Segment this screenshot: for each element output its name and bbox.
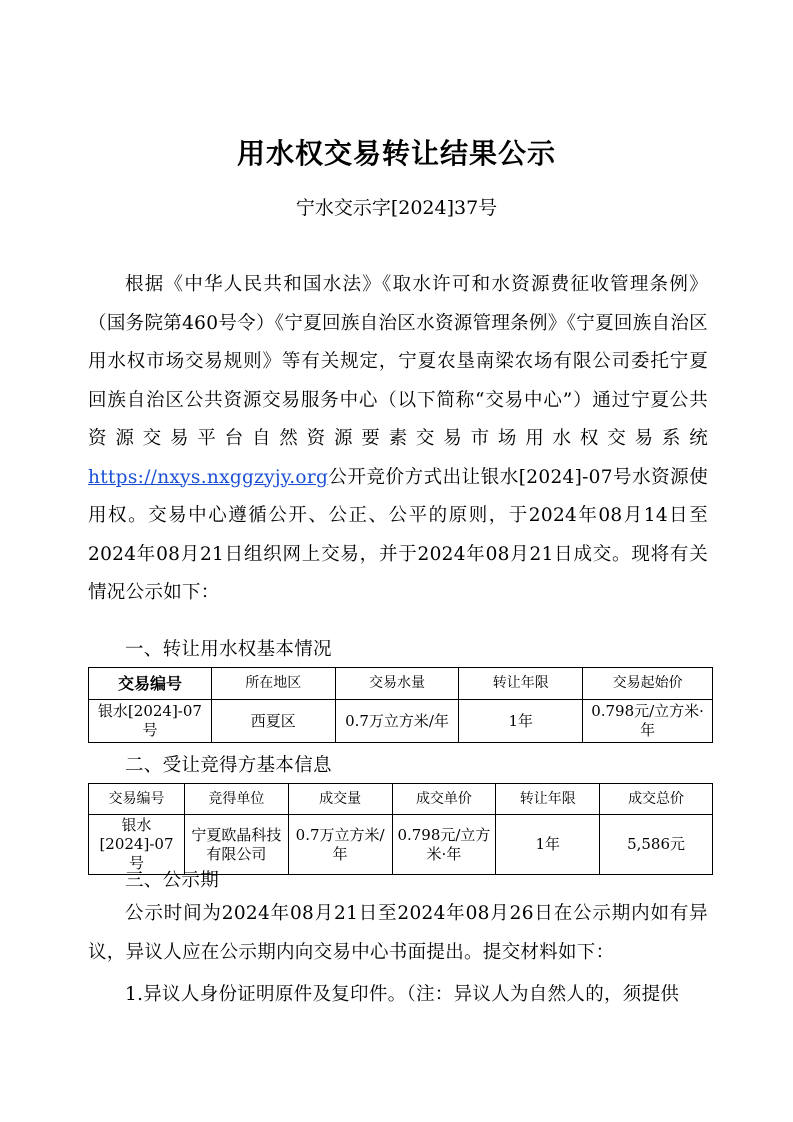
table-header-row bbox=[89, 784, 713, 815]
document-number: 宁水交示字[2024]37号 bbox=[295, 197, 498, 219]
trading-system-link[interactable]: https://nxys.nxggzyjy.org bbox=[88, 466, 329, 488]
intro-paragraph bbox=[88, 266, 708, 613]
table-header-cell: 成交量 bbox=[288, 784, 392, 815]
table-cell: 5,586元 bbox=[600, 815, 713, 875]
table-cell: 0.7万立方米/年 bbox=[335, 700, 459, 743]
table-cell: 宁夏欧晶科技有限公司 bbox=[184, 815, 288, 875]
table-header-cell: 交易水量 bbox=[335, 668, 459, 700]
table-header-cell: 转让年限 bbox=[496, 784, 600, 815]
winner-info-table bbox=[88, 783, 713, 875]
table-header-cell: 交易编号 bbox=[89, 784, 185, 815]
table-header-cell: 交易起始价 bbox=[583, 668, 713, 700]
table-cell: 银水[2024]-07号 bbox=[89, 815, 185, 875]
table-header-cell: 竞得单位 bbox=[184, 784, 288, 815]
table-header-cell: 成交总价 bbox=[600, 784, 713, 815]
table-row bbox=[89, 700, 713, 743]
table-header-cell: 转让年限 bbox=[459, 668, 583, 700]
table-cell: 0.7万立方米/年 bbox=[288, 815, 392, 875]
intro-text-part2: 公开竞价方式出让银水[2024]-07号水资源使用权。交易中心遵循公开、公正、公平的原则，于2024年08月14日至2024年08月21日组织网上交易，并于2024年08月21日成交。现将有关情况公示如下： bbox=[88, 466, 708, 603]
table-header-row bbox=[89, 668, 713, 700]
table-cell: 1年 bbox=[496, 815, 600, 875]
table-header-cell: 成交单价 bbox=[392, 784, 496, 815]
table-cell: 银水[2024]-07号 bbox=[89, 700, 212, 743]
table-cell: 0.798元/立方米·年 bbox=[583, 700, 713, 743]
section3-heading: 三、公示期 bbox=[125, 870, 220, 891]
list-item: 1.异议人身份证明原件及复印件。（注：异议人为自然人的，须提供 bbox=[125, 984, 680, 1005]
table-cell: 1年 bbox=[459, 700, 583, 743]
document-title: 用水权交易转让结果公示 bbox=[236, 137, 556, 170]
section2-heading: 二、受让竞得方基本信息 bbox=[125, 755, 332, 776]
table-header-cell: 所在地区 bbox=[211, 668, 335, 700]
transfer-info-table bbox=[88, 667, 713, 743]
section3-paragraph: 公示时间为2024年08月21日至2024年08月26日在公示期内如有异议，异议人应在公示期内向交易中心书面提出。提交材料如下： bbox=[88, 903, 708, 963]
table-cell: 0.798元/立方米·年 bbox=[392, 815, 496, 875]
table-cell: 西夏区 bbox=[211, 700, 335, 743]
intro-text-part1: 根据《中华人民共和国水法》《取水许可和水资源费征收管理条例》（国务院第460号令）《宁夏回族自治区水资源管理条例》《宁夏回族自治区用水权市场交易规则》等有关规定，宁夏农垦南梁农场有限公司委托宁夏回族自治区公共资源交易服务中心（以下简称“交易中心”）通过宁夏公共资源交易平台自然资源要素交易市场用水权交易系统 bbox=[88, 274, 708, 449]
table-header-cell: 交易编号 bbox=[89, 668, 212, 700]
section1-heading: 一、转让用水权基本情况 bbox=[125, 639, 332, 660]
